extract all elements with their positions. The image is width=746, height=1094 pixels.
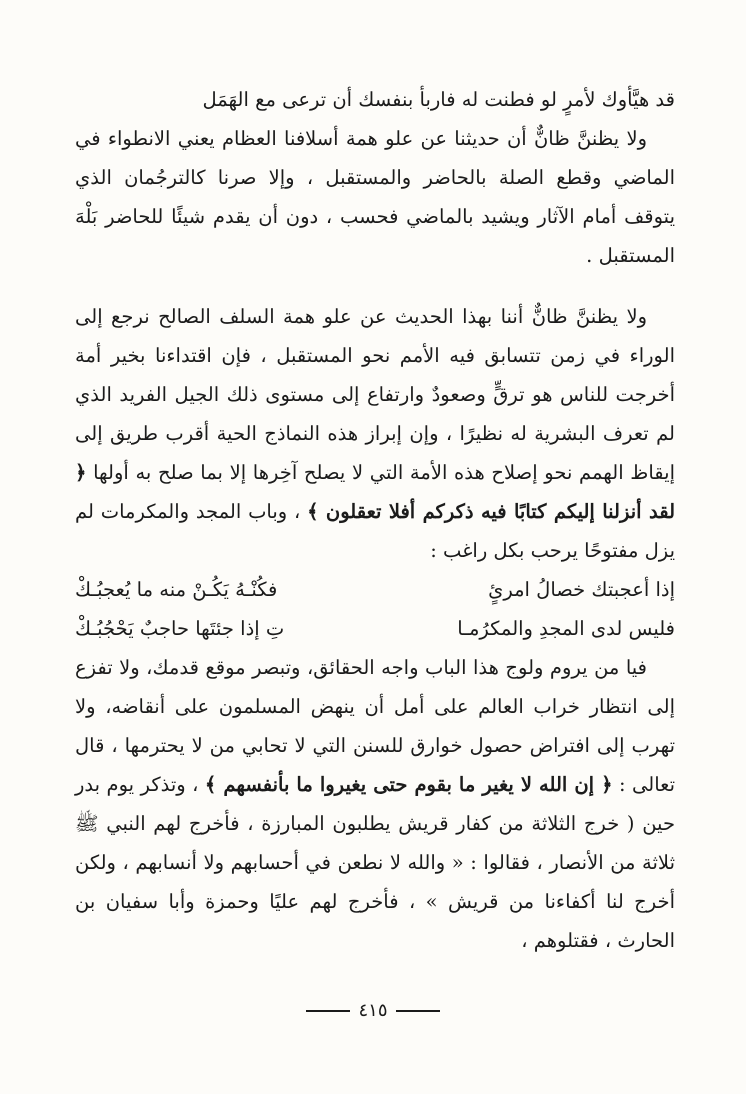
poem-line-1 [75,570,675,609]
paragraph-past-not-retreat: ولا يظننَّ ظانٌّ أن حديثنا عن علو همة أسلافنا العظام يعني الانطواء في الماضي وقطع الصلة بالحاضر والمستقبل ، وإلا صرنا كالترجُمان الذي يتوقف أمام الآثار ويشيد بالماضي فحسب ، دون أن يقدم شيئًا للحاضر بَلْهَ المستقبل . [75,127,675,267]
footer-dash-left [306,1010,350,1012]
quran-verse-1: ﴿ لقد أنزلنا إليكم كتابًا فيه ذكركم أفلا تعقلون ﴾ [75,461,676,523]
poem-line-2-first-hemistich: فليس لدى المجدِ والمكرُمـا [457,617,675,640]
paragraph-salaf-example [75,297,675,570]
text-block [75,80,675,960]
poem-line-1-first-hemistich: إذا أعجبتك خصالُ امرئٍ [488,578,675,601]
page-number: ٤١٥ [358,1000,388,1021]
quran-verse-2: ﴿ إن الله لا يغير ما بقوم حتى يغيروا ما بأنفسهم ﴾ [204,773,613,796]
footer-dash-right [396,1010,440,1012]
paragraph-badr-text: ، وتذكر يوم بدر حين ( خرج الثلاثة من كفار قريش يطلبون المبارزة ، فأخرج لهم النبي ﷺ ثلاثة من الأنصار ، فقالوا : « والله لا نطعن في أحسابهم ولا أنسابهم ، ولكن أخرج لنا أكفاءنا من قريش » ، فأخرج لهم عليًا وحمزة وأبا سفيان بن الحارث ، فقتلوهم ، [75,773,675,952]
opening-verse-line: قد هيَّأوك لأمرٍ لو فطنت له فاربأ بنفسك أن ترعى مع الهَمَل [202,88,675,111]
paragraph-salaf-text: ولا يظننَّ ظانٌّ أننا بهذا الحديث عن علو همة السلف الصالح نرجع إلى الوراء في زمن تتسابق فيه الأمم نحو المستقبل ، فإن اقتداءنا بخير أمة أخرجت للناس هو ترقٍّ وصعودٌ وارتفاع إلى مستوى ذلك الجيل الفريد الذي لم تعرف البشرية له نظيرًا ، وإن إبراز هذه النماذج الحية أقرب طريق إلى إيقاظ الهمم نحو إصلاح هذه الأمة التي لا يصلح آخِرها إلا بما صلح به أولها [75,305,675,484]
poem-line-2 [75,609,675,648]
page-footer [0,1000,746,1021]
paragraph-face-reality-text: فيا من يروم ولوج هذا الباب واجه الحقائق، وتبصر موقع قدمك، ولا تفزع إلى انتظار خراب العالم على أمل أن ينهض المسلمون على أنقاضه، ولا تهرب إلى افتراض حصول خوارق للسنن التي لا تحابي من لا يحترمها ، قال تعالى : [75,656,676,796]
paragraph-salaf-tail: ، وباب المجد والمكرمات لم يزل مفتوحًا يرحب بكل راغب : [75,500,675,562]
poem-line-2-second-hemistich: تِ إذا جئتَها حاجبٌ يَحْجُبُـكْ [75,617,285,640]
poem [75,570,675,648]
paragraph-face-reality [75,648,675,960]
poem-line-1-second-hemistich: فكُنْـهُ يَكُـنْ منه ما يُعجبُـكْ [75,578,278,601]
